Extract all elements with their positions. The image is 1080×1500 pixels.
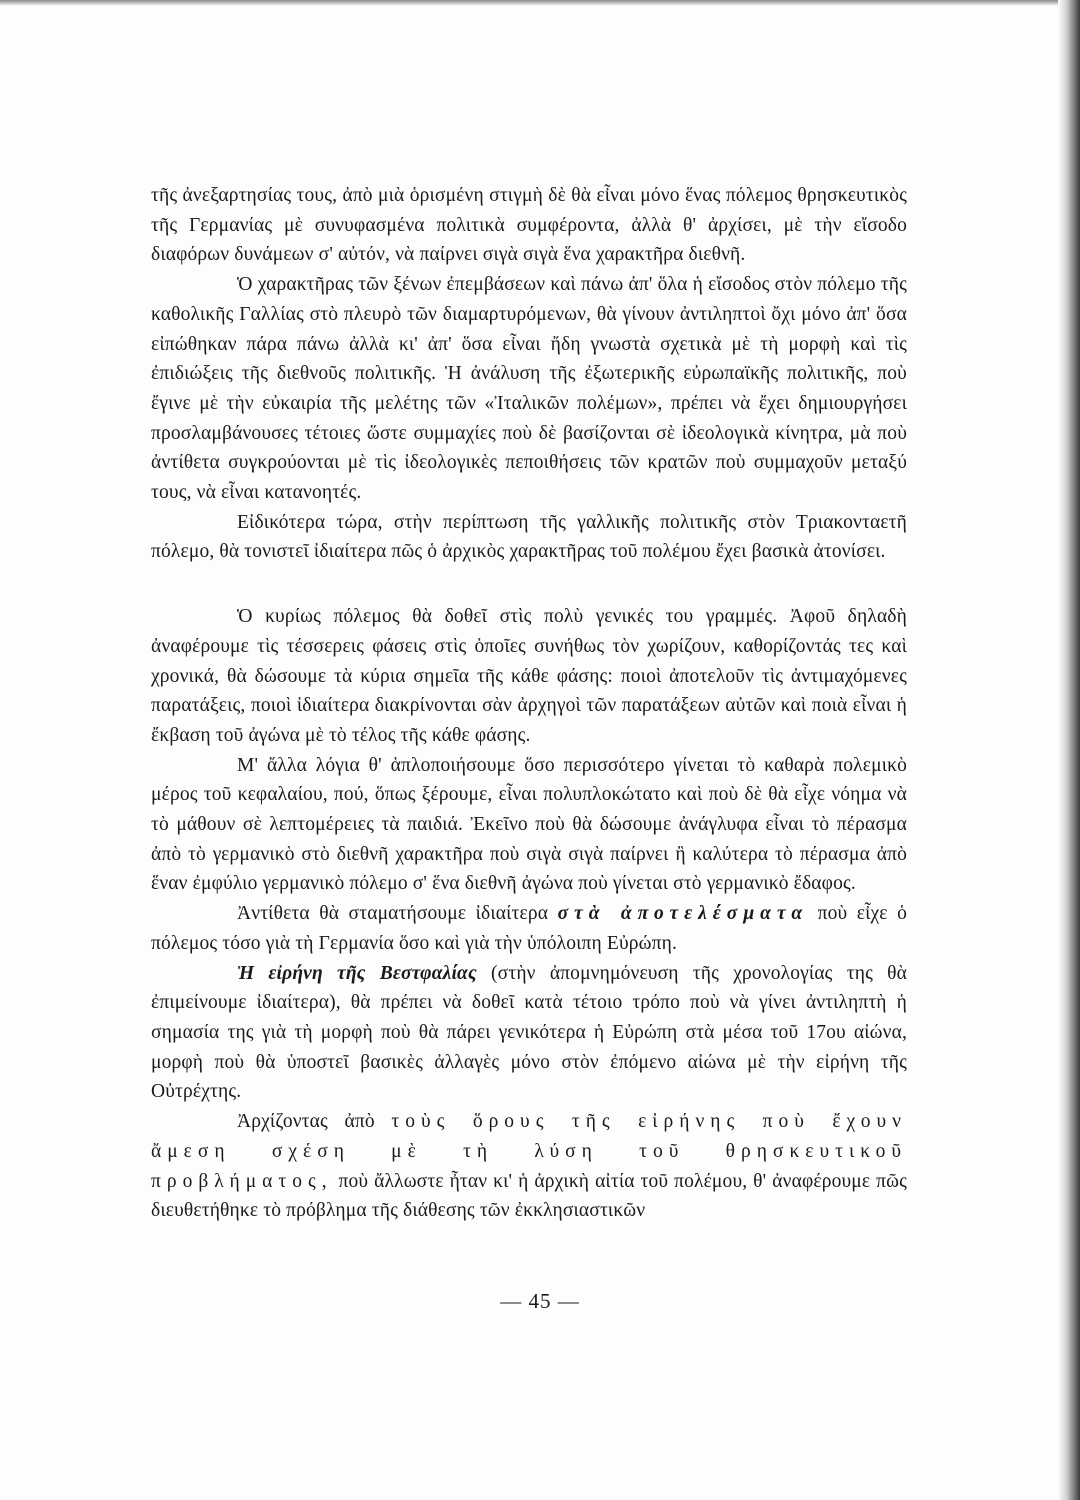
paragraph-7-emphasis: Ἡ εἰρήνη τῆς Βεστφαλίας	[237, 962, 477, 984]
body-text	[151, 181, 907, 1226]
paragraph-5: Μ' ἄλλα λόγια θ' ἁπλοποιήσουμε ὅσο περισσότερο γίνεται τὸ καθαρὰ πολεμικὸ μέρος τοῦ κεφαλαίου, πού, ὅπως ξέρουμε, εἶναι πολυπλοκώτατο καὶ ποὺ δὲ θὰ εἶχε νόημα νὰ τὸ μάθουν σὲ λεπτομέρειες τὰ παιδιά. Ἐκεῖνο ποὺ θὰ δώσουμε ἀνάγλυφα εἶναι τὸ πέρασμα ἀπὸ τὸ γερμανικὸ στὸ διεθνῆ χαρακτῆρα ποὺ σιγὰ σιγὰ παίρνει ἢ καλύτερα τὸ πέρασμα ἀπὸ ἕναν ἐμφύλιο γερμανικὸ πόλεμο σ' ἕνα διεθνῆ ἀγώνα ποὺ γίνεται στὸ γερμανικὸ ἔδαφος.	[151, 754, 907, 895]
paragraph-8-lead: Ἀρχίζοντας ἀπὸ	[237, 1111, 392, 1133]
paragraph-6-lead: Ἀντίθετα θὰ σταματήσουμε ἰδιαίτερα	[237, 903, 558, 925]
page-number: — 45 —	[500, 1289, 580, 1313]
paragraph-8	[151, 1107, 907, 1226]
page-right-edge-shadow	[1058, 0, 1080, 1500]
paragraph-8-tail: ποὺ ἄλλωστε ἦταν κι' ἡ ἀρχικὴ αἰτία τοῦ πολέμου, θ' ἀναφέρουμε πῶς διευθετήθηκε τὸ πρόβλημα τῆς διάθεσης τῶν ἐκκλησιαστικῶν	[151, 1170, 907, 1222]
page-top-edge-shadow	[0, 0, 1080, 6]
paragraph-1: τῆς ἀνεξαρτησίας τους, ἀπὸ μιὰ ὁρισμένη στιγμὴ δὲ θὰ εἶναι μόνο ἕνας πόλεμος θρησκευτικὸς τῆς Γερμανίας μὲ συνυφασμένα πολιτικὰ συμφέροντα, ἀλλὰ θ' ἀρχίσει, μὲ τὴν εἴσοδο διαφόρων δυνάμεων σ' αὐτόν, νὰ παίρνει σιγὰ σιγὰ ἕνα χαρακτῆρα διεθνῆ.	[151, 185, 907, 266]
paragraph-6-emphasis: στὰ ἀποτελέσματα	[557, 903, 809, 925]
paragraph-3: Εἰδικότερα τώρα, στὴν περίπτωση τῆς γαλλικῆς πολιτικῆς στὸν Τριακονταετῆ πόλεμο, θὰ τονιστεῖ ἰδιαίτερα πῶς ὁ ἀρχικὸς χαρακτῆρας τοῦ πολέμου ἔχει βασικὰ ἀτονίσει.	[151, 511, 907, 563]
paragraph-7	[151, 959, 907, 1108]
paragraph-7-tail: (στὴν ἀπομνημόνευση τῆς χρονολογίας της θὰ ἐπιμείνουμε ἰδιαίτερα), θὰ πρέπει νὰ δοθεῖ κατὰ τέτοιο τρόπο ποὺ νὰ γίνει ἀντιληπτὴ ἡ σημασία της γιὰ τὴ μορφὴ ποὺ θὰ πάρει γενικότερα ἡ Εὐρώπη στὰ μέσα τοῦ 17ου αἰώνα, μορφὴ ποὺ θὰ ὑποστεῖ βασικὲς ἀλλαγὲς μόνο στὸν ἐπόμενο αἰώνα μὲ τὴν εἰρήνη τῆς Οὐτρέχτης.	[151, 962, 907, 1103]
paragraph-6-tail: ποὺ εἶχε ὁ πόλεμος τόσο γιὰ τὴ Γερμανία ὅσο καὶ γιὰ τὴν ὑπόλοιπη Εὐρώπη.	[151, 903, 908, 954]
paragraph-4: Ὁ κυρίως πόλεμος θὰ δοθεῖ στὶς πολὺ γενικές του γραμμές. Ἀφοῦ δηλαδὴ ἀναφέρουμε τὶς τέσσερεις φάσεις στὶς ὁποῖες συνήθως τὸν χωρίζουν, καθορίζοντάς τες καὶ χρονικά, θὰ δώσουμε τὰ κύρια σημεῖα τῆς κάθε φάσης: ποιοὶ ἀποτελοῦν τὶς ἀντιμαχόμενες παρατάξεις, ποιοὶ ἰδιαίτερα διακρίνονται σὰν ἀρχηγοὶ τῶν παρατάξεων αὐτῶν καὶ ποιὰ εἶναι ἡ ἔκβαση τοῦ ἀγώνα μὲ τὸ τέλος τῆς κάθε φάσης.	[151, 606, 907, 746]
paragraph-2: Ὁ χαρακτῆρας τῶν ξένων ἐπεμβάσεων καὶ πάνω ἀπ' ὅλα ἡ εἴσοδος στὸν πόλεμο τῆς καθολικῆς Γαλλίας στὸ πλευρὸ τῶν διαμαρτυρόμενων, θὰ γίνουν ἀντιληπτοὶ ὄχι μόνο ἀπ' ὅσα εἰπώθηκαν πάρα πάνω ἀλλὰ κι' ἀπ' ὅσα εἶναι ἤδη γνωστὰ σχετικὰ μὲ τὴ μορφὴ καὶ τὶς ἐπιδιώξεις τῆς διεθνοῦς πολιτικῆς. Ἡ ἀνάλυση τῆς ἐξωτερικῆς εὐρωπαϊκῆς πολιτικῆς, ποὺ ἔγινε μὲ τὴν εὐκαιρία τῆς μελέτης τῶν «Ἰταλικῶν πολέμων», πρέπει νὰ ἔχει δημιουργήσει προσλαμβάνουσες τέτοιες ὥστε συμμαχίες ποὺ δὲ βασίζονται σὲ ἰδεολογικὰ κίνητρα, μὰ ποὺ ἀντίθετα συγκρούονται μὲ τὶς ἰδεολογικὲς πεποιθήσεις τῶν κρατῶν ποὺ συμμαχοῦν μεταξύ τους, νὰ εἶναι κατανοητές.	[151, 274, 907, 504]
paragraph-8-spaced: τοὺς ὅρους τῆς εἰρήνης ποὺ ἔχουν ἄμεση σχέση μὲ τὴ λύση τοῦ θρησκευτικοῦ προβλήματος,	[151, 1111, 908, 1192]
paragraph-6	[151, 899, 907, 958]
